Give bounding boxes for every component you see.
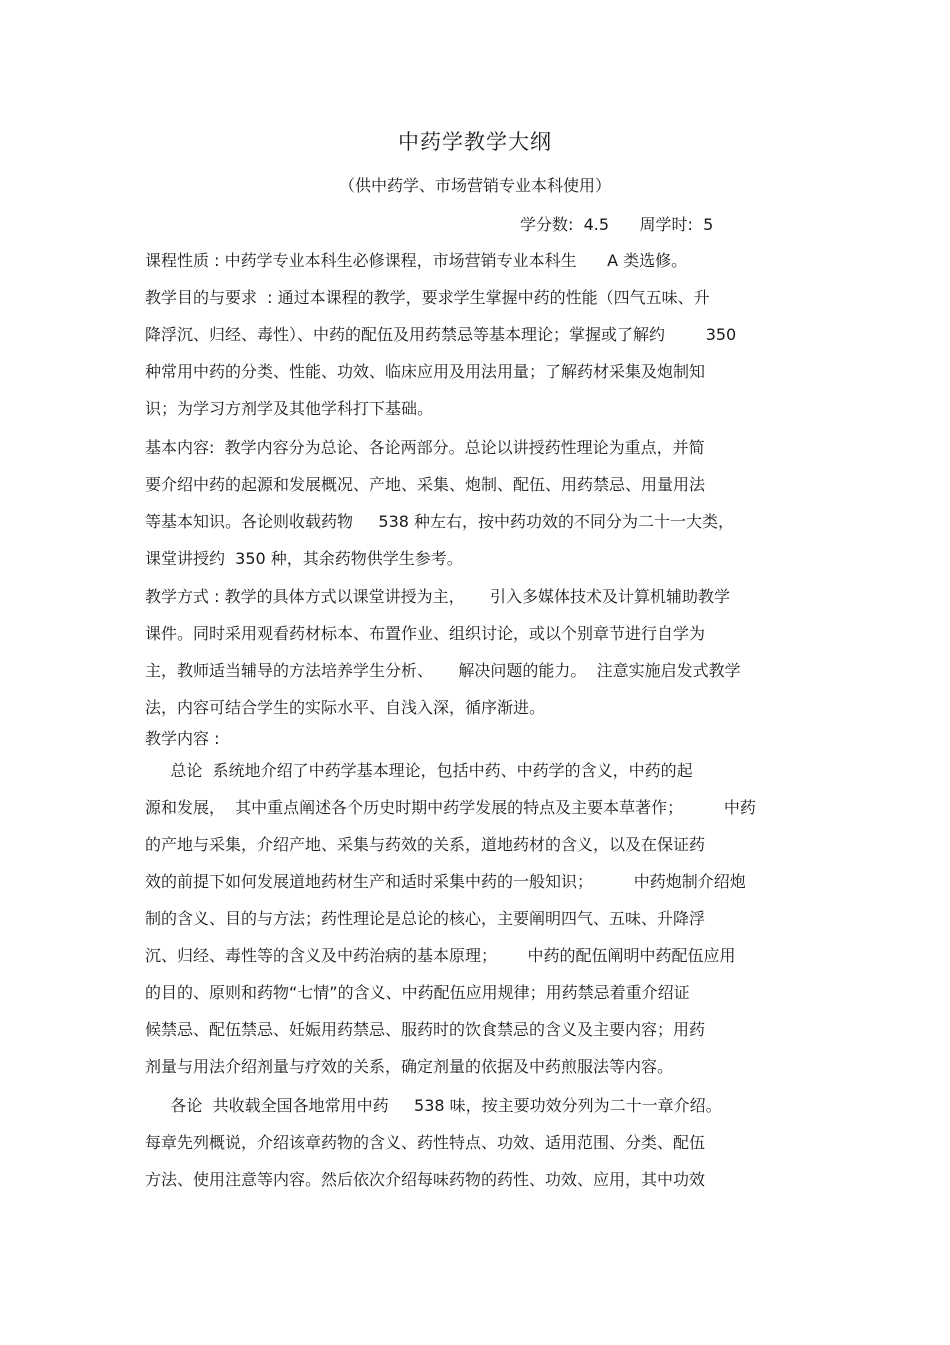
body-line: 沉、归经、毒性等的含义及中药治病的基本原理； 中药的配伍阐明中药配伍应用 <box>145 946 736 965</box>
body-line: 效的前提下如何发展道地药材生产和适时采集中药的一般知识； 中药炮制介绍炮 <box>145 872 746 891</box>
body-line: 课程性质 : 中药学专业本科生必修课程，市场营销专业本科生 A 类选修。 <box>145 251 688 270</box>
body-line: 法，内容可结合学生的实际水平、自浅入深，循序渐进。 <box>145 698 546 717</box>
body-line: 等基本知识。各论则收载药物 538 种左右，按中药功效的不同分为二十一大类， <box>145 512 735 531</box>
body-line: 要介绍中药的起源和发展概况、产地、采集、炮制、配伍、用药禁忌、用量用法 <box>145 475 706 494</box>
body-line: 主，教师适当辅导的方法培养学生分析、 解决问题的能力。 注意实施启发式教学 <box>145 661 741 680</box>
body-line: 课堂讲授约 350 种，其余药物供学生参考。 <box>145 549 463 568</box>
body-line: 教学目的与要求 : 通过本课程的教学，要求学生掌握中药的性能（四气五味、升 <box>145 288 710 307</box>
section-heading: 教学内容 : <box>145 729 220 748</box>
body-line: 降浮沉、归经、毒性）、中药的配伍及用药禁忌等基本理论；掌握或了解约 350 <box>145 325 737 344</box>
body-line: 种常用中药的分类、性能、功效、临床应用及用法用量；了解药材采集及炮制知 <box>145 362 706 381</box>
body-line: 总论 系统地介绍了中药学基本理论，包括中药、中药学的含义，中药的起 <box>145 761 693 780</box>
body-line: 基本内容: 教学内容分为总论、各论两部分。总论以讲授药性理论为重点，并简 <box>145 438 705 457</box>
body-line: 的目的、原则和药物“七情”的含义、中药配伍应用规律；用药禁忌着重介绍证 <box>145 983 690 1002</box>
document-subtitle: （供中药学、市场营销专业本科使用） <box>338 176 611 195</box>
document-title: 中药学教学大纲 <box>398 130 552 154</box>
body-line: 源和发展， 其中重点阐述各个历史时期中药学发展的特点及主要本草著作； 中药 <box>145 798 756 817</box>
body-line: 课件。同时采用观看药材标本、布置作业、组织讨论，或以个别章节进行自学为 <box>145 624 706 643</box>
body-line: 方法、使用注意等内容。然后依次介绍每味药物的药性、功效、应用，其中功效 <box>145 1170 706 1189</box>
body-line: 制的含义、目的与方法；药性理论是总论的核心，主要阐明四气、五味、升降浮 <box>145 909 706 928</box>
body-line: 各论 共收载全国各地常用中药 538 味，按主要功效分列为二十一章介绍。 <box>145 1096 722 1115</box>
body-line: 的产地与采集，介绍产地、采集与药效的关系，道地药材的含义，以及在保证药 <box>145 835 706 854</box>
body-line: 候禁忌、配伍禁忌、妊娠用药禁忌、服药时的饮食禁忌的含义及主要内容；用药 <box>145 1020 706 1039</box>
credits-info: 学分数: 4.5 周学时: 5 <box>520 215 714 234</box>
body-line: 教学方式 : 教学的具体方式以课堂讲授为主， 引入多媒体技术及计算机辅助教学 <box>145 587 730 606</box>
body-line: 剂量与用法介绍剂量与疗效的关系，确定剂量的依据及中药煎服法等内容。 <box>145 1057 674 1076</box>
body-line: 每章先列概说，介绍该章药物的含义、药性特点、功效、适用范围、分类、配伍 <box>145 1133 706 1152</box>
body-line: 识；为学习方剂学及其他学科打下基础。 <box>145 399 434 418</box>
